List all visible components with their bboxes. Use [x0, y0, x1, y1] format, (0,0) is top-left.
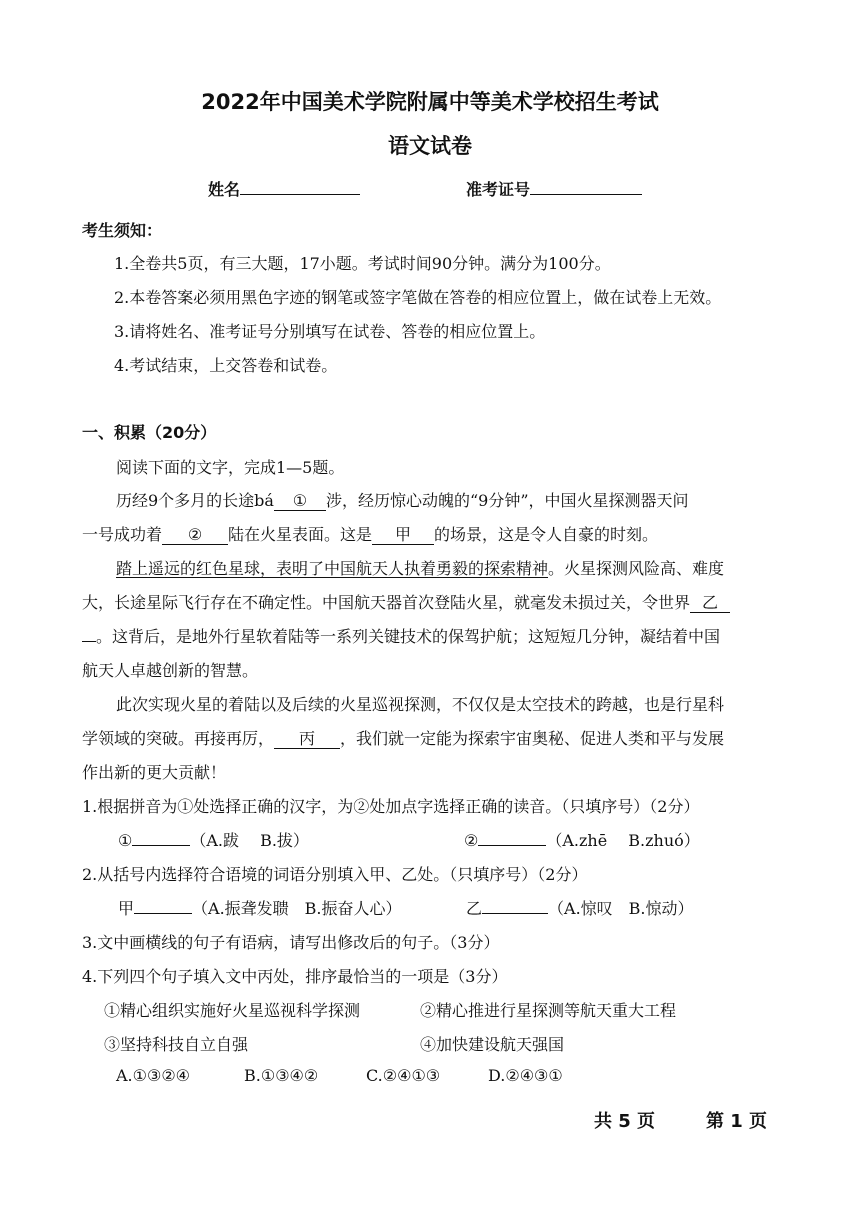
text: 。这背后，是地外行星软着陆等一系列关键技术的保驾护航；这短短几分钟，凝结着中国 — [96, 627, 721, 646]
text: （A.zhē B.zhuó） — [546, 831, 700, 850]
text: 甲 — [118, 899, 135, 918]
text: ② — [464, 831, 479, 850]
blank-jia: 甲 — [372, 526, 434, 545]
question-4: 4.下列四个句子填入文中丙处，排序最恰当的一项是（3分） — [82, 967, 508, 986]
passage-line: 此次实现火星的着陆以及后续的火星巡视探测，不仅仅是太空技术的跨越，也是行星科 — [116, 695, 725, 714]
name-field — [208, 177, 360, 200]
blank-yi: 乙 — [690, 594, 730, 613]
q4-choice-d: D.②④③① — [488, 1066, 563, 1085]
passage-line — [116, 556, 724, 579]
text: ，我们就一定能为探索宇宙奥秘、促进人类和平与发展 — [340, 729, 725, 748]
passage-line — [82, 726, 724, 749]
passage-line — [82, 624, 720, 647]
passage-line: 作出新的更大贡献！ — [82, 763, 227, 782]
answer-blank — [478, 845, 546, 846]
notice-item: 1.全卷共5页，有三大题，17小题。考试时间90分钟。满分为100分。 — [114, 254, 611, 273]
question-1: 1.根据拼音为①处选择正确的汉字，为②处加点字选择正确的读音。（只填序号）（2分） — [82, 797, 700, 816]
blank-1: ① — [274, 492, 326, 511]
q4-choice-a: A.①③②④ — [116, 1066, 191, 1085]
question-2: 2.从括号内选择符合语境的词语分别填入甲、乙处。（只填序号）（2分） — [82, 865, 588, 884]
blank-bing: 丙 — [274, 730, 340, 749]
page-total: 共 5 页 — [594, 1111, 656, 1132]
page-current: 第 1 页 — [706, 1111, 768, 1132]
text: 乙 — [466, 899, 483, 918]
blank-2: ② — [162, 526, 228, 545]
reading-intro: 阅读下面的文字，完成1—5题。 — [116, 458, 345, 477]
q2-answer-yi — [466, 896, 694, 919]
passage-line: 航天人卓越创新的智慧。 — [82, 661, 259, 680]
q4-sentence-4: ④加快建设航天强国 — [420, 1035, 565, 1054]
notice-item: 4.考试结束，上交答卷和试卷。 — [114, 356, 338, 375]
q4-sentence-3: ③坚持科技自立自强 — [104, 1035, 249, 1054]
notice-item: 3.请将姓名、准考证号分别填写在试卷、答卷的相应位置上。 — [114, 322, 546, 341]
text: 一号成功着 — [82, 525, 163, 544]
passage-line — [82, 590, 730, 613]
name-blank — [240, 194, 360, 195]
q1-answer-1 — [118, 828, 309, 851]
answer-blank — [132, 845, 190, 846]
q4-choice-c: C.②④①③ — [366, 1066, 441, 1085]
exam-title: 2022年中国美术学院附属中等美术学校招生考试 — [201, 90, 659, 114]
text: （A.跋 B.拔） — [190, 831, 309, 850]
notice-heading: 考生须知： — [82, 221, 163, 240]
text: 历经9个多月的长途bá — [116, 491, 274, 510]
exam-subtitle: 语文试卷 — [388, 134, 472, 158]
exam-id-field — [466, 177, 642, 200]
q4-choice-b: B.①③④② — [244, 1066, 319, 1085]
passage-line — [116, 488, 689, 511]
q4-sentence-1: ①精心组织实施好火星巡视科学探测 — [104, 1001, 361, 1020]
q2-answer-jia — [118, 896, 402, 919]
text: （A.惊叹 B.惊动） — [548, 899, 694, 918]
text: ① — [118, 831, 133, 850]
text: 学领域的突破。再接再厉， — [82, 729, 275, 748]
exam-id-blank — [530, 194, 642, 195]
exam-id-label: 准考证号 — [466, 180, 531, 199]
text: 陆在火星表面。这是 — [228, 525, 373, 544]
answer-blank — [482, 913, 548, 914]
name-label: 姓名 — [208, 180, 241, 199]
text: 涉，经历惊心动魄的“9分钟”，中国火星探测器天问 — [325, 491, 689, 510]
text: （A.振聋发聩 B.振奋人心） — [192, 899, 402, 918]
text: 大，长途星际飞行存在不确定性。中国航天器首次登陆火星，就毫发未损过关，令世界 — [82, 593, 691, 612]
text: 。火星探测风险高、难度 — [548, 559, 725, 578]
answer-blank — [134, 913, 192, 914]
passage-line — [82, 522, 658, 545]
notice-item: 2.本卷答案必须用黑色字迹的钢笔或签字笔做在答卷的相应位置上，做在试卷上无效。 — [114, 288, 722, 307]
section-heading: 一、积累（20分） — [82, 423, 217, 442]
question-3: 3.文中画横线的句子有语病，请写出修改后的句子。（3分） — [82, 933, 500, 952]
q1-answer-2 — [464, 828, 700, 851]
q4-sentence-2: ②精心推进行星探测等航天重大工程 — [420, 1001, 677, 1020]
blank-yi-cont — [82, 641, 96, 642]
underlined-sentence: 踏上遥远的红色星球，表明了中国航天人执着勇毅的探索精神 — [116, 559, 549, 578]
text: 的场景，这是令人自豪的时刻。 — [434, 525, 659, 544]
